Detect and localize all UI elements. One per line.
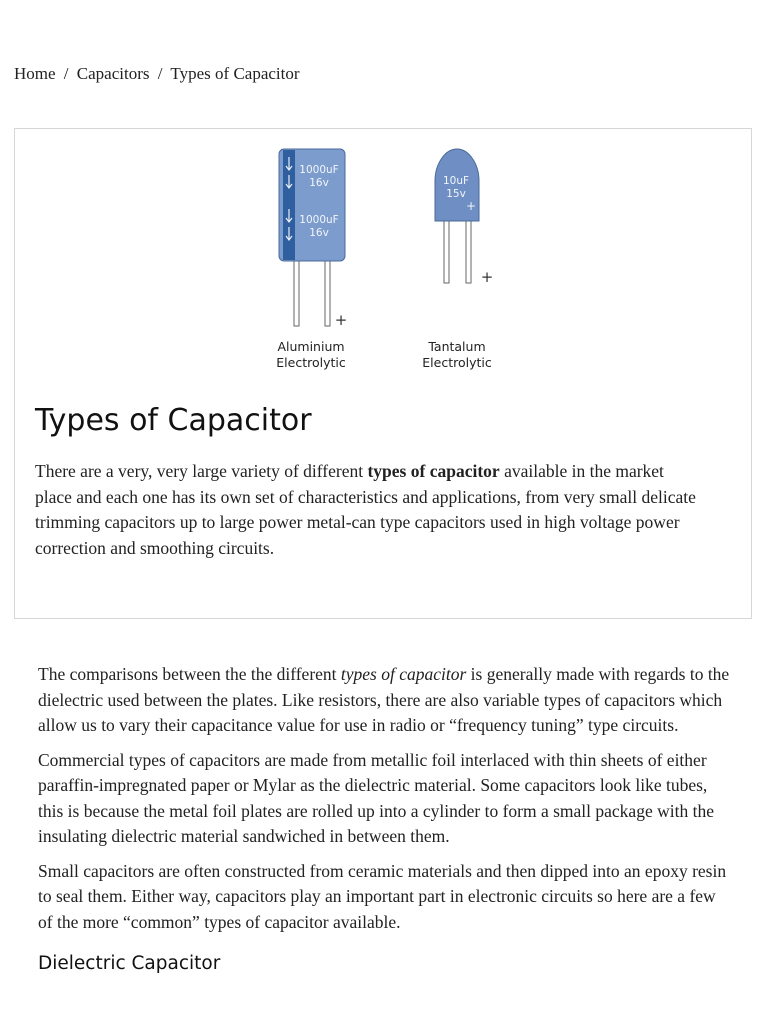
tantalum-marking-value: 10uF: [442, 175, 470, 187]
paragraph-text: The comparisons between the the different: [38, 664, 341, 684]
tantalum-lead: [444, 217, 449, 283]
breadcrumb-separator: /: [157, 64, 163, 83]
aluminium-marking-voltage: 16v: [309, 227, 329, 239]
aluminium-lead: [294, 259, 299, 326]
intro-card: [14, 128, 752, 619]
tantalum-lead: [466, 217, 471, 283]
intro-text: There are a very, very large variety of different: [35, 461, 368, 481]
tantalum-caption-line: Electrolytic: [422, 355, 492, 370]
tantalum-capacitor-drawing: [435, 149, 493, 286]
section-heading: Dielectric Capacitor: [38, 953, 221, 974]
intro-paragraph: [35, 459, 705, 561]
capacitor-illustration: [15, 129, 753, 389]
italic-term: types of capacitor: [340, 664, 467, 684]
body-paragraph: [38, 662, 734, 739]
aluminium-marking-voltage: 16v: [309, 177, 329, 189]
tantalum-body-plus-sign: +: [465, 199, 477, 213]
body-paragraph: Commercial types of capacitors are made from metallic foil interlaced with thin sheets of either paraffin-impregnated paper or Mylar as the dielectric material. Some capacitors look like tubes, this is because the metal foil plates are rolled up into a cylinder to form a small package with the insulating dielectric material sandwiched in between them.: [38, 749, 714, 846]
intro-bold-term: types of capacitor: [367, 461, 500, 481]
breadcrumb-capacitors-link[interactable]: Capacitors: [76, 64, 150, 83]
breadcrumb: [14, 64, 300, 84]
tantalum-marking-voltage: 15v: [446, 188, 466, 200]
aluminium-caption: [261, 339, 361, 371]
breadcrumb-current: Types of Capacitor: [170, 64, 300, 83]
article-body: [38, 662, 734, 974]
aluminium-plus-sign: +: [334, 311, 348, 329]
breadcrumb-home-link[interactable]: Home: [14, 64, 56, 83]
tantalum-caption: [407, 339, 507, 371]
intro-text: available in the market place and each one has its own set of characteristics and applications, from very small delicate trimming capacitors up to large power metal-can type capacitors used in high voltage power correction and smoothing circuits.: [35, 461, 696, 558]
aluminium-caption-line: Aluminium: [277, 339, 345, 354]
paragraph-text: is generally made with regards to the dielectric used between the plates. Like resistors, there are also variable types of capacitors which allow us to vary their capacitance value for use in radio or “frequency tuning” type circuits.: [38, 664, 730, 735]
tantalum-caption-line: Tantalum: [428, 339, 486, 354]
page-title: Types of Capacitor: [35, 403, 312, 438]
aluminium-caption-line: Electrolytic: [276, 355, 346, 370]
tantalum-plus-sign: +: [480, 268, 494, 286]
body-paragraph: Small capacitors are often constructed from ceramic materials and then dipped into an epoxy resin to seal them. Either way, capacitors play an important part in electronic circuits so here are a few of the more “common” types of capacitor available.: [38, 860, 727, 932]
aluminium-marking-value: 1000uF: [299, 214, 339, 226]
aluminium-marking-value: 1000uF: [299, 164, 339, 176]
aluminium-lead: [325, 259, 330, 326]
breadcrumb-separator: /: [63, 64, 69, 83]
aluminium-capacitor-drawing: [279, 149, 347, 329]
